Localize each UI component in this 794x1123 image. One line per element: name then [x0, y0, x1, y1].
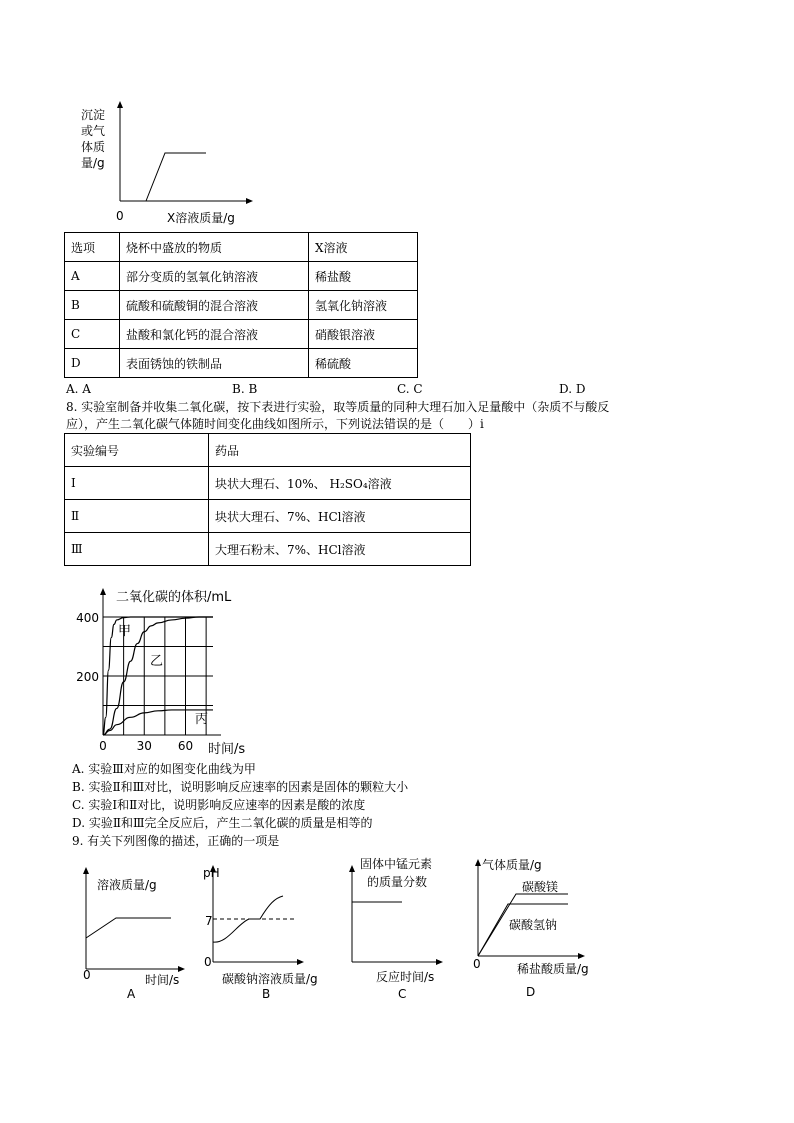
q7-ylabel [81, 107, 105, 171]
table-cell: 部分变质的氢氧化钠溶液 [120, 262, 309, 291]
graph-d-label-nahco3: 碳酸氢钠 [509, 918, 558, 932]
q7-table [64, 232, 418, 378]
graph-b-origin: 0 [204, 955, 212, 969]
table-row [65, 467, 471, 500]
table-header-cell: 烧杯中盛放的物质 [120, 233, 309, 262]
q7-ylabel-line: 或气 [81, 124, 106, 138]
graph-a-ylabel: 溶液质量/g [97, 878, 157, 892]
y-tick-label: 400 [76, 611, 99, 625]
graph-b-caption: B [262, 987, 271, 1001]
graph-b-axes [205, 862, 305, 967]
graph-b-xlabel: 碳酸钠溶液质量/g [222, 972, 318, 986]
table-header-cell: 选项 [65, 233, 120, 262]
graph-d-origin: 0 [473, 957, 481, 971]
graph-c-caption: C [398, 987, 407, 1001]
q8-option-c[interactable]: C. 实验Ⅰ和Ⅱ对比，说明影响反应速率的因素是酸的浓度 [72, 798, 366, 812]
table-cell: A [65, 262, 120, 291]
table-header-row [65, 434, 471, 467]
q8-option-d[interactable]: D. 实验Ⅱ和Ⅲ完全反应后，产生二氧化碳的质量是相等的 [72, 816, 373, 830]
table-header-cell: X溶液 [309, 233, 418, 262]
series-label-1: 甲 [118, 624, 132, 639]
x-tick-label: 0 [99, 739, 107, 753]
table-row [65, 349, 418, 378]
graph-a-curve [86, 918, 171, 938]
graph-d-xlabel: 稀盐酸质量/g [517, 962, 589, 976]
graph-a-origin: 0 [83, 968, 91, 982]
q7-option-c[interactable]: C. C [397, 382, 423, 396]
table-row [65, 262, 418, 291]
q7-origin: 0 [116, 209, 124, 223]
table-cell: 稀硫酸 [309, 349, 418, 378]
series-label-2: 乙 [150, 654, 164, 669]
q8-table [64, 433, 471, 566]
q7-ylabel-line: 体质 [81, 140, 106, 154]
q8-option-a[interactable]: A. 实验Ⅲ对应的如图变化曲线为甲 [72, 762, 256, 776]
graph-d-caption: D [526, 985, 536, 999]
q8-stem-line1: 8. 实验室制备并收集二氧化碳，按下表进行实验，取等质量的同种大理石加入足量酸中（杂质不与酸反 [66, 400, 610, 414]
table-cell: 大理石粉末、7%、HCl溶液 [209, 533, 471, 566]
table-header-cell: 药品 [209, 434, 471, 467]
q7-graph [110, 96, 260, 211]
q7-xlabel: X溶液质量/g [167, 211, 235, 225]
graph-c-ylabel-line2: 的质量分数 [367, 875, 428, 889]
co2-chart [70, 583, 270, 755]
table-row [65, 500, 471, 533]
table-cell: 块状大理石、10%、 H₂SO₄溶液 [209, 467, 471, 500]
table-row [65, 533, 471, 566]
table-cell: Ⅲ [65, 533, 209, 566]
table-cell: C [65, 320, 120, 349]
graph-b-ylabel: pH [203, 866, 220, 880]
table-cell: 表面锈蚀的铁制品 [120, 349, 309, 378]
table-cell: Ⅱ [65, 500, 209, 533]
q7-ylabel-line: 量/g [81, 156, 105, 170]
table-cell: B [65, 291, 120, 320]
table-cell: 氢氧化钠溶液 [309, 291, 418, 320]
y-tick-label: 200 [76, 670, 99, 684]
q8-option-b[interactable]: B. 实验Ⅱ和Ⅲ对比，说明影响反应速率的因素是固体的颗粒大小 [72, 780, 409, 794]
x-tick-label: 60 [177, 739, 194, 753]
graph-c-ylabel-line1: 固体中锰元素 [360, 857, 433, 871]
q7-option-b[interactable]: B. B [232, 382, 258, 396]
y-axis-label: 二氧化碳的体积/mL [116, 590, 232, 605]
x-axis-label: 时间/s [208, 742, 246, 755]
table-cell: 硫酸和硫酸铜的混合溶液 [120, 291, 309, 320]
table-cell: 硝酸银溶液 [309, 320, 418, 349]
table-cell: D [65, 349, 120, 378]
table-row [65, 291, 418, 320]
x-tick-label: 30 [136, 739, 152, 753]
table-cell: 盐酸和氯化钙的混合溶液 [120, 320, 309, 349]
q7-option-a[interactable]: A. A [66, 382, 91, 396]
table-cell: 稀盐酸 [309, 262, 418, 291]
graph-b-tick7: 7 [205, 914, 213, 928]
q9-stem: 9. 有关下列图像的描述，正确的一项是 [72, 834, 280, 848]
table-cell: 块状大理石、7%、HCl溶液 [209, 500, 471, 533]
table-cell: Ⅰ [65, 467, 209, 500]
q7-ylabel-line: 沉淀 [81, 108, 106, 122]
graph-a-caption: A [127, 987, 136, 1001]
table-row [65, 320, 418, 349]
table-header-cell: 实验编号 [65, 434, 209, 467]
table-header-row [65, 233, 418, 262]
graph-d-ylabel: 气体质量/g [482, 858, 542, 872]
graph-d-label-mgco3: 碳酸镁 [522, 880, 559, 894]
graph-a-xlabel: 时间/s [145, 973, 180, 987]
q7-option-d[interactable]: D. D [559, 382, 586, 396]
series-label-3: 丙 [195, 712, 209, 727]
q7-curve [146, 153, 206, 201]
graph-c-xlabel: 反应时间/s [376, 970, 435, 984]
q8-stem-line2: 应），产生二氧化碳气体随时间变化曲线如图所示，下列说法错误的是（ ）i [66, 417, 484, 431]
chart-labels [76, 589, 245, 755]
